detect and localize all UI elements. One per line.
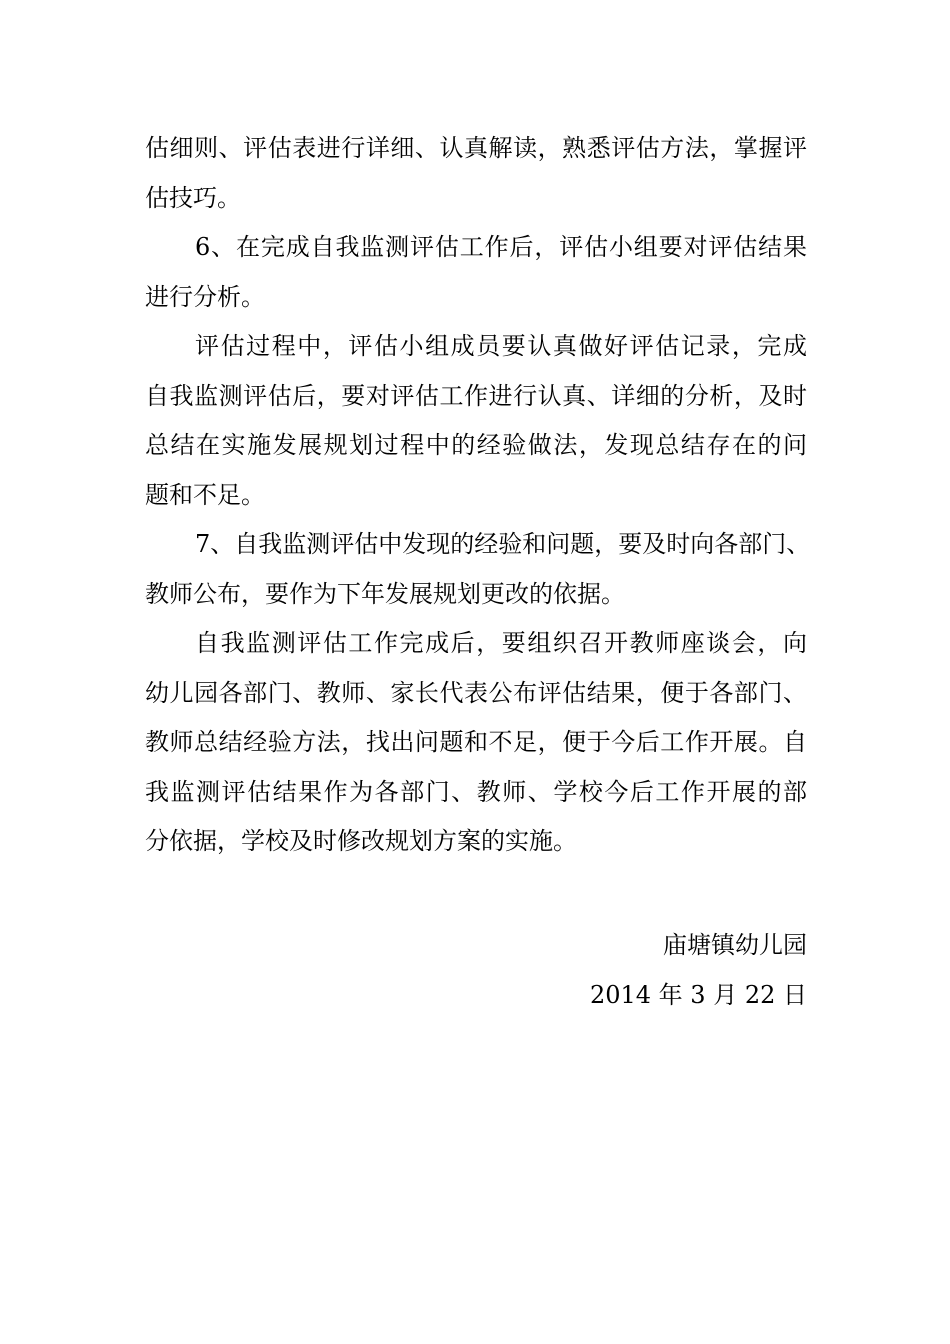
- text-line: 教师总结经验方法，找出问题和不足，便于今后工作开展。自: [145, 728, 807, 756]
- signature-date: 2014 年 3 月 22 日: [589, 981, 807, 1009]
- document-body: [145, 124, 811, 867]
- text-line: 幼儿园各部门、教师、家长代表公布评估结果，便于各部门、: [145, 678, 807, 707]
- text-line: 进行分析。: [145, 282, 265, 311]
- text-line: 估技巧。: [145, 183, 241, 212]
- text-line: 总结在实施发展规划过程中的经验做法，发现总结存在的问: [145, 431, 807, 459]
- text-line: 估细则、评估表进行详细、认真解读，熟悉评估方法，掌握评: [145, 134, 807, 162]
- text-line: 7、自我监测评估中发现的经验和问题，要及时向各部门、: [195, 530, 811, 558]
- text-line: 教师公布，要作为下年发展规划更改的依据。: [145, 579, 625, 608]
- text-line: 自我监测评估后，要对评估工作进行认真、详细的分析，及时: [145, 381, 807, 410]
- text-line: 6、在完成自我监测评估工作后，评估小组要对评估结果: [195, 233, 807, 261]
- text-line: 分依据，学校及时修改规划方案的实施。: [145, 827, 577, 855]
- text-line: 自我监测评估工作完成后，要组织召开教师座谈会，向: [195, 629, 807, 657]
- signature-block: [590, 920, 807, 1020]
- signature-organization: 庙塘镇幼儿园: [663, 931, 807, 959]
- text-line: 评估过程中，评估小组成员要认真做好评估记录，完成: [195, 332, 807, 360]
- text-line: 题和不足。: [145, 480, 265, 509]
- text-line: 我监测评估结果作为各部门、教师、学校今后工作开展的部: [145, 777, 807, 806]
